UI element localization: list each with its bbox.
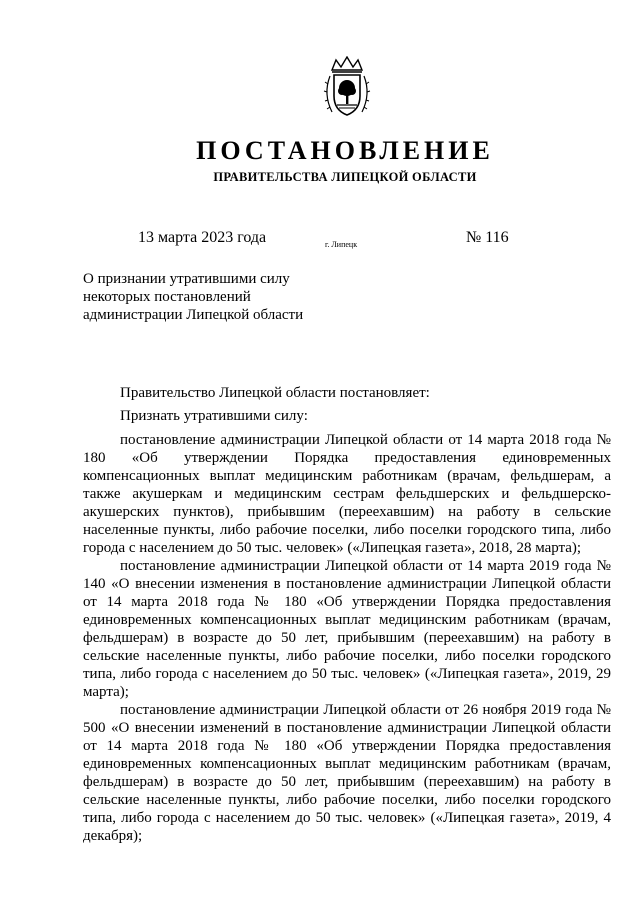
subject-line: некоторых постановлений xyxy=(83,289,251,305)
issuing-authority: ПРАВИТЕЛЬСТВА ЛИПЕЦКОЙ ОБЛАСТИ xyxy=(213,170,477,184)
document-number: № 116 xyxy=(466,229,509,246)
document-subject xyxy=(83,270,303,324)
document-city: г. Липецк xyxy=(325,240,358,249)
document-body xyxy=(83,384,611,845)
body-paragraph: постановление администрации Липецкой области от 26 ноября 2019 года № 500 «О внесении изменений в постановление администрации Липецкой области от 14 марта 2018 года № 180 «Об утверждении Порядка предоставления единовременных компенсационных выплат медицинским работникам (врачам, фельдшерам) в возрасте до 50 лет, прибывшим (переехавшим) на работу в сельские населенные пункты, либо рабочие поселки, либо поселки городского типа, либо города с населением до 50 тыс. человек» («Липецкая газета», 2019, 4 декабря); xyxy=(83,702,611,844)
subject-line: администрации Липецкой области xyxy=(83,307,304,323)
subject-line: О признании утратившими силу xyxy=(83,271,290,287)
body-paragraph: постановление администрации Липецкой области от 14 марта 2019 года № 140 «О внесении изменения в постановление администрации Липецкой области от 14 марта 2018 года № 180 «Об утверждении Порядка предоставления единовременных компенсационных выплат медицинским работникам (врачам, фельдшерам) в возрасте до 50 лет, прибывшим (переехавшим) на работу в сельские населенные пункты, либо рабочие поселки, либо поселки городского типа, либо города с населением до 50 тыс. человек» («Липецкая газета», 2019, 29 марта); xyxy=(83,558,611,700)
document-date: 13 марта 2023 года xyxy=(138,229,267,246)
body-paragraph: Признать утратившими силу: xyxy=(120,408,308,424)
body-paragraph: Правительство Липецкой области постановляет: xyxy=(120,385,430,401)
document-title: ПОСТАНОВЛЕНИЕ xyxy=(196,136,494,165)
coat-of-arms-icon xyxy=(322,56,372,120)
body-paragraph: постановление администрации Липецкой области от 14 марта 2018 года № 180 «Об утверждении Порядка предоставления единовременных компенсационных выплат медицинским работникам (врачам, фельдшерам, а также акушеркам и медицинским сестрам фельдшерских и фельдшерско-акушерских пунктов), прибывшим (переехавшим) на работу в сельские населенные пункты, либо рабочие поселки, либо поселки городского типа, либо города с населением до 50 тыс. человек» («Липецкая газета», 2018, 28 марта); xyxy=(83,432,611,556)
